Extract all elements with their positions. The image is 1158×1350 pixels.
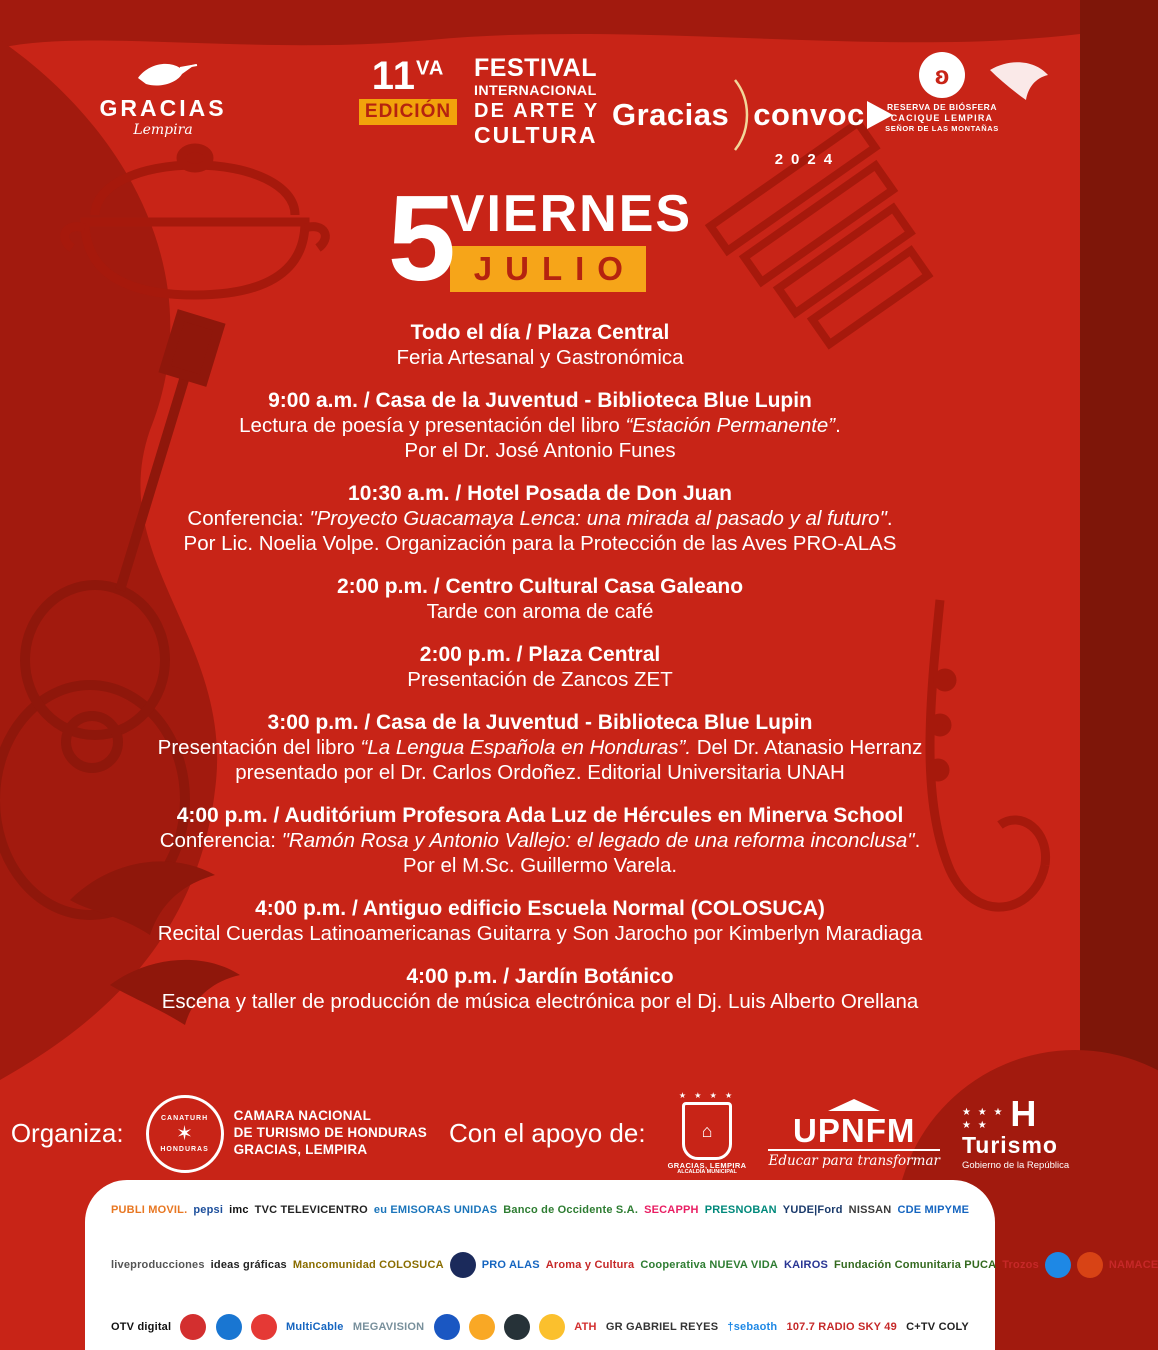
sponsor-logo: Mancomunidad COLOSUCA bbox=[292, 1259, 444, 1271]
event-title: 2:00 p.m. / Centro Cultural Casa Galeano bbox=[336, 575, 744, 598]
festival-title-line: DE ARTE Y bbox=[474, 100, 600, 123]
h-turismo-logo bbox=[961, 1093, 1070, 1172]
schedule-event bbox=[158, 896, 923, 946]
gracias-convoca-logo bbox=[612, 80, 893, 168]
sponsor-logo bbox=[1045, 1252, 1071, 1278]
event-description: Conferencia: "Proyecto Guacamaya Lenca: una mirada al pasado y al futuro". bbox=[187, 507, 893, 530]
hummingbird-icon bbox=[128, 58, 198, 92]
seal-bottom-text: HONDURAS bbox=[160, 1145, 209, 1153]
shield-stars: ★ ★ ★ ★ bbox=[678, 1091, 736, 1100]
sponsor-logo: pepsi bbox=[193, 1204, 224, 1216]
turismo-name: Turismo bbox=[961, 1132, 1058, 1159]
festival-title-line: INTERNACIONAL bbox=[474, 83, 597, 99]
sponsor-logo: Fundación Comunitaria PUCA bbox=[833, 1259, 997, 1271]
sponsor-logo bbox=[180, 1314, 206, 1340]
gracias-logo-subtext: Lempira bbox=[133, 122, 193, 138]
sponsor-logo: ATH bbox=[574, 1321, 597, 1333]
festival-title-line: CULTURA bbox=[474, 122, 598, 149]
event-description: Feria Artesanal y Gastronómica bbox=[396, 346, 684, 369]
roof-icon bbox=[828, 1099, 880, 1111]
organiza-label: Organiza: bbox=[10, 1118, 124, 1148]
sponsor-logo: YUDE|Ford bbox=[782, 1204, 843, 1216]
turismo-subtitle: Gobierno de la República bbox=[961, 1160, 1070, 1172]
event-description: Lectura de poesía y presentación del libro “Estación Permanente”. bbox=[239, 414, 841, 437]
date-day: 5 bbox=[387, 170, 456, 306]
sponsor-logo bbox=[504, 1314, 530, 1340]
sponsor-logo: MEGAVISION bbox=[352, 1321, 425, 1333]
canaturh-text bbox=[234, 1108, 427, 1159]
sponsor-logo: PUBLI MOVIL. bbox=[111, 1204, 188, 1216]
sponsor-logo: NISSAN bbox=[848, 1204, 892, 1216]
organizers-row bbox=[0, 1092, 1080, 1175]
turismo-stars bbox=[962, 1106, 1004, 1132]
event-title: 4:00 p.m. / Antiguo edificio Escuela Normal (COLOSUCA) bbox=[255, 897, 825, 920]
sponsor-logo: Aroma y Cultura bbox=[545, 1259, 635, 1271]
canaturh-logo bbox=[146, 1095, 427, 1173]
date-block bbox=[0, 170, 1080, 306]
event-title: 4:00 p.m. / Jardín Botánico bbox=[406, 965, 674, 988]
sponsor-logo bbox=[434, 1314, 460, 1340]
edition-number: $11^{VA}$ bbox=[371, 54, 445, 98]
sponsor-logo: imc bbox=[229, 1204, 249, 1216]
sponsor-row-3 bbox=[111, 1314, 969, 1340]
convoca-word1: Gracias bbox=[612, 97, 730, 132]
seal-figure-icon: ✶ bbox=[176, 1122, 193, 1145]
event-description: Recital Cuerdas Latinoamericanas Guitarra y Son Jarocho por Kimberlyn Maradiaga bbox=[157, 922, 923, 945]
event-presenter: Por el M.Sc. Guillermo Varela. bbox=[402, 854, 678, 877]
biosphere-reserve-logo bbox=[878, 52, 1006, 133]
event-title: 9:00 a.m. / Casa de la Juventud - Biblioteca Blue Lupin bbox=[268, 389, 812, 412]
date-weekday: VIERNES bbox=[449, 185, 693, 243]
sponsor-logo: C+TV COLY bbox=[906, 1321, 969, 1333]
canaturh-line: DE TURISMO DE HONDURAS bbox=[233, 1125, 427, 1141]
sponsor-logo: TVC TELEVICENTRO bbox=[254, 1204, 368, 1216]
event-description: Conferencia: "Ramón Rosa y Antonio Vallejo: el legado de una reforma inconclusa". bbox=[159, 829, 921, 852]
schedule-event bbox=[184, 481, 897, 556]
edition-label: EDICIÓN bbox=[359, 99, 457, 125]
edition-badge bbox=[356, 56, 460, 125]
sponsor-logo: CDE MIPYME bbox=[897, 1204, 970, 1216]
sponsor-logo: NAMACE bbox=[1108, 1259, 1158, 1271]
event-title: 4:00 p.m. / Auditórium Profesora Ada Luz de Hércules en Minerva School bbox=[176, 804, 904, 827]
sponsor-logo bbox=[450, 1252, 476, 1278]
upnfm-tagline: Educar para transformar bbox=[768, 1152, 940, 1169]
sponsor-logo bbox=[216, 1314, 242, 1340]
sponsor-logo: KAIROS bbox=[784, 1259, 828, 1271]
upnfm-name: UPNFM bbox=[768, 1114, 939, 1151]
festival-title-line: FESTIVAL bbox=[474, 54, 597, 82]
bow-icon bbox=[731, 80, 751, 150]
sponsor-logo: OTV digital bbox=[111, 1321, 172, 1333]
gracias-lempira-logo bbox=[88, 58, 238, 138]
sponsor-logo: 107.7 RADIO SKY 49 bbox=[786, 1321, 897, 1333]
top-band-shape bbox=[0, 0, 1080, 48]
schedule-event bbox=[158, 710, 923, 785]
reserve-emblem-icon: ʚ bbox=[919, 52, 965, 98]
event-presenter: Por el Dr. José Antonio Funes bbox=[404, 439, 676, 462]
schedule-event bbox=[407, 642, 673, 692]
schedule-list bbox=[0, 320, 1080, 1014]
canaturh-line: CAMARA NACIONAL bbox=[233, 1108, 372, 1124]
event-presenter: Por Lic. Noelia Volpe. Organización para la Protección de las Aves PRO-ALAS bbox=[183, 532, 897, 555]
sponsor-logo: Trozos bbox=[1002, 1259, 1039, 1271]
reserve-text-line: RESERVA DE BIÓSFERA bbox=[887, 102, 997, 112]
schedule-event bbox=[160, 803, 921, 878]
date-month: JULIO bbox=[450, 246, 646, 292]
sponsor-logo: SECAPPH bbox=[644, 1204, 699, 1216]
schedule-event bbox=[396, 320, 683, 370]
sponsor-logo: Cooperativa NUEVA VIDA bbox=[640, 1259, 778, 1271]
reserve-text-line: SEÑOR DE LAS MONTAÑAS bbox=[885, 124, 999, 133]
event-presenter: presentado por el Dr. Carlos Ordoñez. Editorial Universitaria UNAH bbox=[235, 761, 845, 784]
event-description: Escena y taller de producción de música electrónica por el Dj. Luis Alberto Orellana bbox=[161, 990, 919, 1013]
schedule-event bbox=[162, 964, 919, 1014]
festival-title bbox=[474, 56, 599, 147]
sponsor-logo bbox=[469, 1314, 495, 1340]
alcaldia-caption: GRACIAS, LEMPIRA bbox=[667, 1161, 747, 1170]
convoca-year: 2024 bbox=[774, 151, 841, 168]
sponsors-panel bbox=[85, 1180, 1158, 1350]
event-title: Todo el día / Plaza Central bbox=[410, 321, 670, 344]
event-title: 10:30 a.m. / Hotel Posada de Don Juan bbox=[348, 482, 732, 505]
shield-icon: ⌂ bbox=[682, 1102, 732, 1160]
event-description: Presentación de Zancos ZET bbox=[407, 668, 673, 691]
sponsor-logo: MultiCable bbox=[286, 1321, 344, 1333]
event-title: 2:00 p.m. / Plaza Central bbox=[419, 643, 661, 666]
seal-top-text: CANATURH bbox=[160, 1114, 209, 1122]
sponsor-logo: liveproducciones bbox=[111, 1259, 205, 1271]
convoca-word2: convoc bbox=[753, 97, 865, 132]
sponsor-row-2 bbox=[111, 1252, 1158, 1278]
turismo-stars-row: ★ ★ bbox=[961, 1120, 989, 1132]
sponsor-row-1 bbox=[111, 1204, 969, 1216]
schedule-event bbox=[337, 574, 743, 624]
sponsor-logo bbox=[251, 1314, 277, 1340]
event-description: Tarde con aroma de café bbox=[426, 600, 654, 623]
canaturh-seal-icon bbox=[146, 1095, 224, 1173]
sponsor-logo bbox=[539, 1314, 565, 1340]
sponsor-logo: PRO ALAS bbox=[481, 1259, 540, 1271]
schedule-event bbox=[239, 388, 841, 463]
event-title: 3:00 p.m. / Casa de la Juventud - Biblioteca Blue Lupin bbox=[267, 711, 813, 734]
sponsor-logo: †sebaoth bbox=[727, 1321, 778, 1333]
sponsor-logo: Banco de Occidente S.A. bbox=[503, 1204, 639, 1216]
sponsor-logo: ideas gráficas bbox=[210, 1259, 287, 1271]
reserve-text-line: CACIQUE LEMPIRA bbox=[890, 113, 994, 123]
canaturh-line: GRACIAS, LEMPIRA bbox=[233, 1141, 368, 1157]
sponsor-logo bbox=[1077, 1252, 1103, 1278]
apoyo-label: Con el apoyo de: bbox=[448, 1118, 646, 1148]
upnfm-logo bbox=[768, 1099, 939, 1169]
turismo-h: H bbox=[1010, 1093, 1037, 1135]
alcaldia-logo bbox=[668, 1092, 747, 1175]
sponsor-logo: eu EMISORAS UNIDAS bbox=[373, 1204, 498, 1216]
sponsor-logo: PRESNOBAN bbox=[704, 1204, 777, 1216]
alcaldia-subcaption: ALCALDÍA MUNICIPAL bbox=[677, 1168, 737, 1175]
event-description: Presentación del libro “La Lengua Española en Honduras”. Del Dr. Atanasio Herranz bbox=[157, 736, 923, 759]
sponsor-logo: GR GABRIEL REYES bbox=[605, 1321, 719, 1333]
gracias-logo-text: GRACIAS bbox=[99, 95, 227, 121]
turismo-stars-row: ★ ★ ★ bbox=[961, 1107, 1005, 1119]
